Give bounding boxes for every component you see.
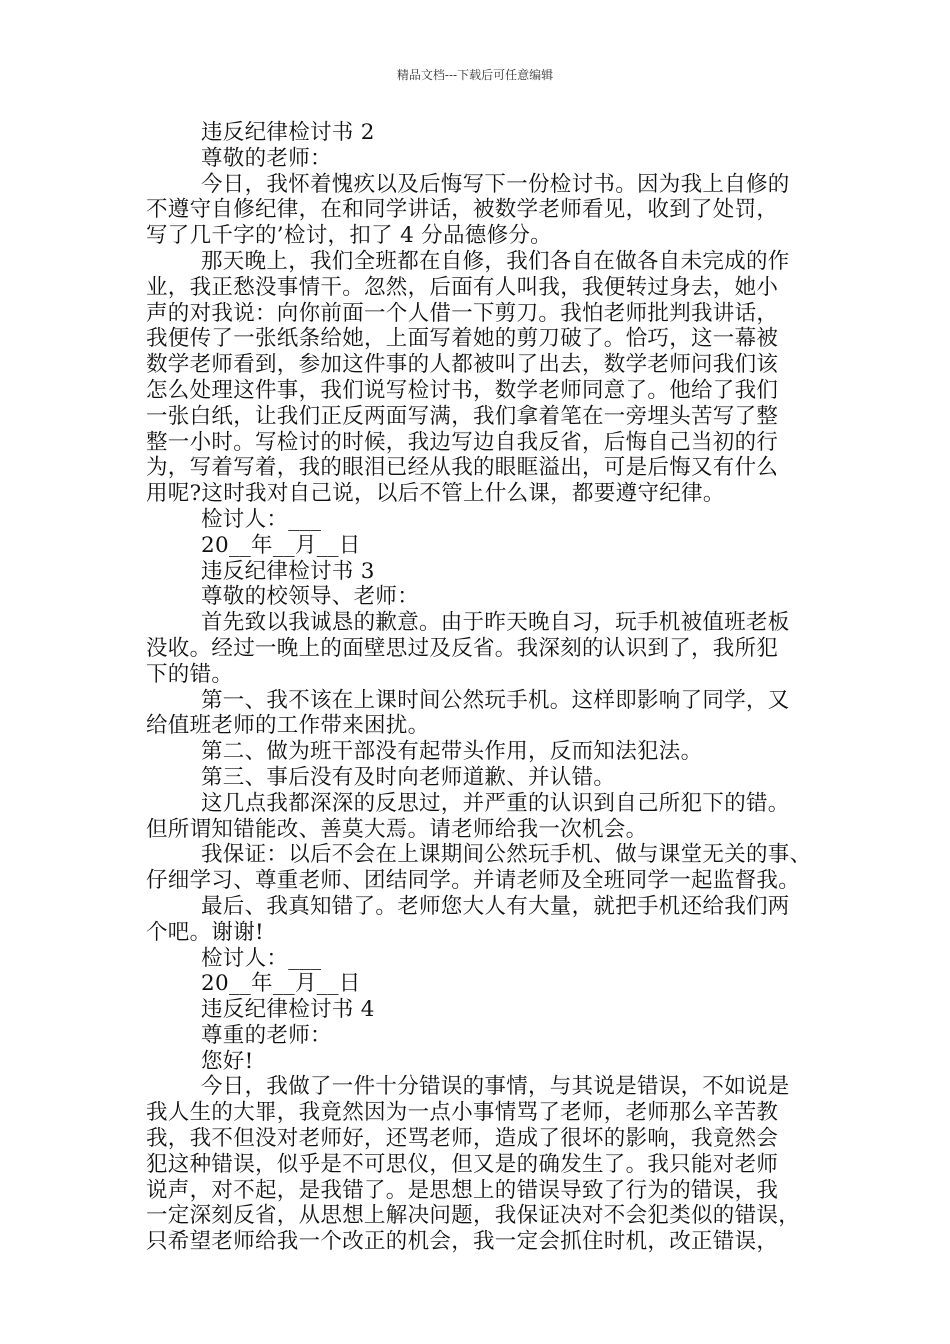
text-line: 第一、我不该在上课时间公然玩手机。这样即影响了同学，又 [201,687,790,713]
text-line: 为，写着写着，我的眼泪已经从我的眼眶溢出，可是后悔又有什么 [146,455,779,481]
text-line: 数学老师看到，参加这件事的人都被叫了出去，数学老师问我们该 [146,352,779,378]
text-line: 这几点我都深深的反思过，并严重的认识到自己所犯下的错。 [201,790,790,816]
text-line: 违反纪律检讨书 3 [201,558,375,584]
text-line: 说声，对不起，是我错了。是思想上的错误导致了行为的错误，我 [146,1177,779,1203]
text-line: 尊敬的老师： [201,145,332,171]
text-line: 仔细学习、尊重老师、团结同学。并请老师及全班同学一起监督我。 [146,868,801,894]
text-line: 但所谓知错能改、善莫大焉。请老师给我一次机会。 [146,816,648,842]
text-line: 那天晚上，我们全班都在自修，我们各自在做各自未完成的作 [201,248,790,274]
text-line: 业，我正愁没事情干。忽然，后面有人叫我，我便转过身去，她小 [146,274,779,300]
text-line: 怎么处理这件事，我们说写检讨书，数学老师同意了。他给了我们 [146,377,779,403]
text-line: 用呢?这时我对自己说，以后不管上什么课，都要遵守纪律。 [146,481,725,507]
text-line: 今日，我做了一件十分错误的事情，与其说是错误，不如说是 [201,1074,790,1100]
text-line: 我便传了一张纸条给她，上面写着她的剪刀破了。恰巧，这一幕被 [146,326,779,352]
document-body [146,120,812,1255]
text-line: 第三、事后没有及时向老师道歉、并认错。 [201,764,616,790]
text-line: 违反纪律检讨书 2 [201,120,375,145]
text-line: 整一小时。写检讨的时候，我边写边自我反省，后悔自己当初的行 [146,429,779,455]
text-line: 个吧。谢谢! [146,919,264,945]
text-line: 犯这种错误，似乎是不可思仪，但又是的确发生了。我只能对老师 [146,1151,779,1177]
text-line: 一定深刻反省，从思想上解决问题，我保证决对不会犯类似的错误， [146,1203,801,1229]
text-line: 检讨人：___ [201,506,322,532]
text-line: 第二、做为班干部没有起带头作用，反而知法犯法。 [201,739,703,765]
text-line: 今日，我怀着愧疚以及后悔写下一份检讨书。因为我上自修的 [201,171,790,197]
text-line: 声的对我说：向你前面一个人借一下剪刀。我怕老师批判我讲话， [146,300,779,326]
text-line: 我保证：以后不会在上课期间公然玩手机、做与课堂无关的事、 [201,842,812,868]
text-line: 最后、我真知错了。老师您大人有大量，就把手机还给我们两 [201,893,790,919]
text-line: 检讨人：___ [201,945,322,971]
text-line: 20__年__月__日 [201,971,361,997]
text-line: 首先致以我诚恳的歉意。由于昨天晚自习，玩手机被值班老板 [201,610,790,636]
text-line: 不遵守自修纪律，在和同学讲话，被数学老师看见，收到了处罚， [146,197,779,223]
text-line: 写了几千字的’检讨，扣了 4 分品德修分。 [146,223,552,249]
text-line: 您好! [201,1048,254,1074]
text-line: 尊重的老师： [201,1022,332,1048]
text-line: 我人生的大罪，我竟然因为一点小事情骂了老师，老师那么辛苦教 [146,1100,779,1126]
text-line: 只希望老师给我一个改正的机会，我一定会抓住时机，改正错误， [146,1229,779,1255]
text-line: 违反纪律检讨书 4 [201,997,375,1023]
text-line: 没收。经过一晚上的面壁思过及反省。我深刻的认识到了，我所犯 [146,635,779,661]
text-line: 下的错。 [146,661,234,687]
text-line: 我，我不但没对老师好，还骂老师，造成了很坏的影响，我竟然会 [146,1126,779,1152]
text-line: 20__年__月__日 [201,532,361,558]
text-line: 给值班老师的工作带来困扰。 [146,713,430,739]
text-line: 一张白纸，让我们正反两面写满，我们拿着笔在一旁埋头苦写了整 [146,403,779,429]
page-header: 精品文档---下载后可任意编辑 [396,68,554,82]
text-line: 尊敬的校领导、老师： [201,584,420,610]
